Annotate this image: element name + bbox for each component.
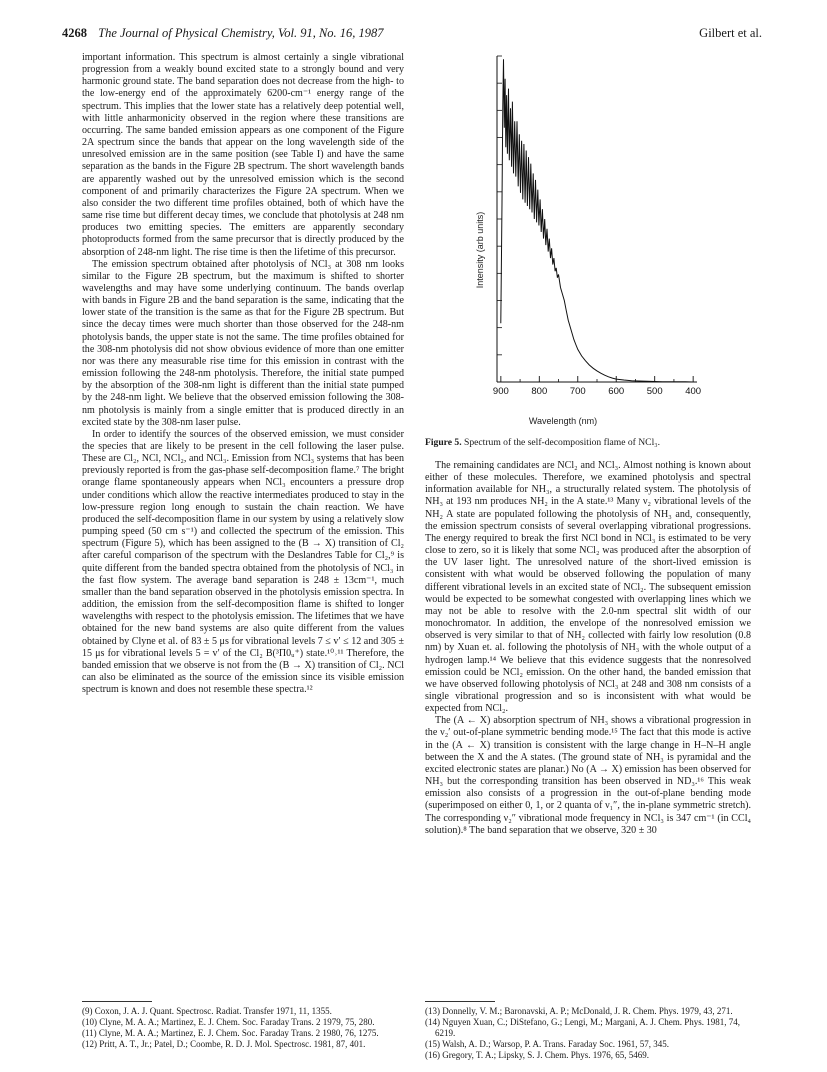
footnote: (10) Clyne, M. A. A.; Martinez, E. J. Chem. Soc. Faraday Trans. 2 1979, 75, 280. (82, 1016, 375, 1027)
running-authors: Gilbert et al. (699, 26, 762, 40)
running-header (62, 26, 762, 44)
journal-title: The Journal of Physical Chemistry, Vol. 91, No. 16, 1987 (98, 26, 384, 40)
paragraph: The emission spectrum obtained after photolysis of NCl₃ at 308 nm looks similar to the Figure 2B spectrum, but the maximum is shifted to shorter wavelengths and may have some underlying continuum. The bands overlap with bands in Figure 2B and the band separation is the same, indicating that the lower state of the transition is the same as that for the Figure 2B spectrum. But since the decay times were much shorter than those observed for the 248-nm photolysis bands, the upper state is not the same. The time profiles obtained for the 308-nm photolysis did not show obvious evidence of more than one emitter nor was there any measurable rise time for this emission in contrast with the emission following the 248-nm photolysis. Therefore, the initial state pumped by the absorption of the 308-nm light is different than the initial state pumped by the 248-nm light. We believe that the observed emission following the 308-nm photolysis is mainly from a single emitter that is produced directly in an excited state by the 308-nm laser pulse. (82, 258, 404, 428)
x-tick-label: 500 (646, 386, 663, 397)
figure-caption (425, 437, 751, 448)
footnotes-left (82, 1006, 404, 1050)
paragraph: The (A ← X) absorption spectrum of NH₃ shows a vibrational progression in the ν₂′ out-of-plane symmetric bending mode.¹⁵ The fact that this mode is active in the (A ← X) transition is consistent with the large change in H–N–H angle between the X and the A states. (The ground state of NH₃ is pyramidal and the excited electronic states are planar.) No (A → X) emission has been observed for NH₃ but the corresponding transition has been observed in ND₃.¹⁶ This weak emission also consists of a progression in the out-of-plane bending mode (superimposed on either 0, 1, or 2 quanta of ν₁″, the in-plane symmetric stretch). The corresponding ν₂″ vibrational mode frequency in NCl₃ is 347 cm⁻¹ (in CCl₄ solution).⁸ The band separation that we observe, 320 ± 30 (425, 715, 751, 836)
spectrum-plot (425, 50, 751, 442)
y-axis-label: Intensity (arb units) (475, 211, 485, 289)
footnote: (15) Walsh, A. D.; Warsop, P. A. Trans. Faraday Soc. 1961, 57, 345. (425, 1038, 669, 1049)
paragraph: The remaining candidates are NCl₂ and NCl₃. Almost nothing is known about either of these molecules. Therefore, we examined photolysis and spectral information available for NH₃, a structurally related system. The photolysis of NH₃ at 193 nm produces NH₂ in the A state.¹³ Many ν₂ vibrational levels of the NH₂ A state are populated following the photolysis of NH₃ and, consequently, the emission spectrum consists of several overlapping vibrational progressions. The energy required to break the first NCl bond in NCl₃ is estimated to be very close to zero, so it is likely that some NCl₂ was produced after the absorption of the UV laser light. The unresolved nature of the short-lived emission is consistent with what would be observed following the population of many different vibrational levels in an excited state of NCl₂. The subsequent emission would be expected to be somewhat congested with overlapping lines which we may not be able to resolve with the 2.0-nm spectral slit width of our monochromator. In addition, the envelope of the nonresolved emission we observed is very similar to that of NH₂ collected with fairly low resolution (0.8 nm) by Xuan et. al. following the photolysis of NH₃ with the whole output of a hydrogen lamp.¹⁴ We believe that this evidence suggests that the nonresolved emission could be NCl₂ emission. On the other hand, the banded emission that we have observed following photolysis of NCl₃ at 248 and 308 nm consists of a single vibrational progression and so is inconsistent with what would be expected from NCl₂. (425, 460, 751, 715)
right-column (425, 460, 751, 837)
caption-label: Figure 5. (425, 437, 462, 448)
plot-area (493, 56, 701, 397)
footnote: (9) Coxon, J. A. J. Quant. Spectrosc. Radiat. Transfer 1971, 11, 1355. (82, 1006, 332, 1016)
spectrum-line (501, 59, 693, 382)
footnote: (14) Nguyen Xuan, C.; DiStefano, G.; Lengi, M.; Margani, A. J. Chem. Phys. 1981, 74, 6219. (425, 1016, 741, 1038)
left-column (82, 52, 404, 696)
footnote: (12) Pritt, A. T., Jr.; Patel, D.; Coombe, R. D. J. Mol. Spectrosc. 1981, 87, 401. (82, 1038, 366, 1049)
x-tick-label: 700 (569, 386, 586, 397)
footnote-rule (82, 1001, 152, 1002)
paragraph: In order to identify the sources of the observed emission, we must consider the species that are likely to be present in the cell following the laser pulse. These are Cl₂, NCl, NCl₂, and NCl₃. Emission from NCl₃ systems that has been previously reported is from the gas-phase self-decomposition flame.⁷ The bright orange flame spontaneously appears when NCl₃ encounters a pressure drop under conditions which allow the reactive intermediates produced to stay in the low-pressure region long enough to sustain the chain reaction. We have produced the self-decomposition flame in our system by using a relatively slow pumping speed (50 cm s⁻¹) and collected the spectrum of the emission. This spectrum (Figure 5), which has been assigned to the (B → X) transition of Cl₂ after careful comparison of the spectrum with the Deslandres Table for Cl₂,⁹ is quite different from the banded spectra obtained from the photolysis of NCl₃ in the fast flow system. The average band separation is 248 ± 13cm⁻¹, much smaller than the band separation observed in the photolysis emission spectra. In addition, the emission from the self-decomposition flame is shifted to longer wavelengths with respect to the photolysis emission. The lifetimes that we have obtained for the new band systems are also quite different from the values obtained by Clyne et al. of 83 ± 5 μs for vibrational levels 7 ≤ v′ ≤ 12 and 305 ± 15 μs for vibrational levels 5 = v′ of the Cl₂ B(³Π0ᵤ⁺) state.¹⁰˒¹¹ Therefore, the banded emission that we observe is not from the (B → X) transition of Cl₂. NCl can also be eliminated as the source of the emission since its visible emission spectrum is known and does not resemble these spectra.¹² (82, 428, 404, 696)
footnotes-right (425, 1006, 751, 1061)
footnote-rule (425, 1001, 495, 1002)
figure-5 (425, 50, 751, 442)
caption-text: Spectrum of the self-decomposition flame of NCl₃. (464, 437, 660, 448)
x-tick-label: 800 (531, 386, 548, 397)
x-tick-label: 400 (685, 386, 702, 397)
footnote: (13) Donnelly, V. M.; Baronavski, A. P.; McDonald, J. R. Chem. Phys. 1979, 43, 271. (425, 1006, 733, 1016)
paragraph: important information. This spectrum is almost certainly a single vibrational progression from a weakly bound excited state to a strongly bound and very harmonic ground state. The band separation does not decrease from the high- to the low-energy end of the approximately 6200-cm⁻¹ energy range of the spectrum. This implies that the lower state has a relatively deep potential well, with little anharmonicity observed in the region where these transitions are occurring. The same banded emission appears as one component of the Figure 2A spectrum since the bands that appear on the long wavelength side of the unresolved emission are in the same position (see Table I) and have the same separation as the bands in the Figure 2B spectrum. The short wavelength bands are apparently washed out by the unresolved emission which is the second component of and primarily characterizes the Figure 2A spectrum. When we also consider the two different time profiles obtained, both of which have the same rise time but different decay times, we conclude that photolysis at 248 nm produces two emitting species. The emitters are apparently secondary photoproducts formed from the same precursor that is directly produced by the absorption of 248-nm light. The rise time is then the lifetime of this precursor. (82, 52, 404, 258)
x-axis-label: Wavelength (nm) (528, 416, 598, 426)
footnote: (11) Clyne, M. A. A.; Martinez, E. J. Chem. Soc. Faraday Trans. 2 1980, 76, 1275. (82, 1027, 379, 1038)
footnote: (16) Gregory, T. A.; Lipsky, S. J. Chem. Phys. 1976, 65, 5469. (425, 1049, 649, 1060)
x-tick-label: 600 (608, 386, 625, 397)
x-tick-label: 900 (492, 386, 509, 397)
page-number: 4268 (62, 26, 87, 40)
